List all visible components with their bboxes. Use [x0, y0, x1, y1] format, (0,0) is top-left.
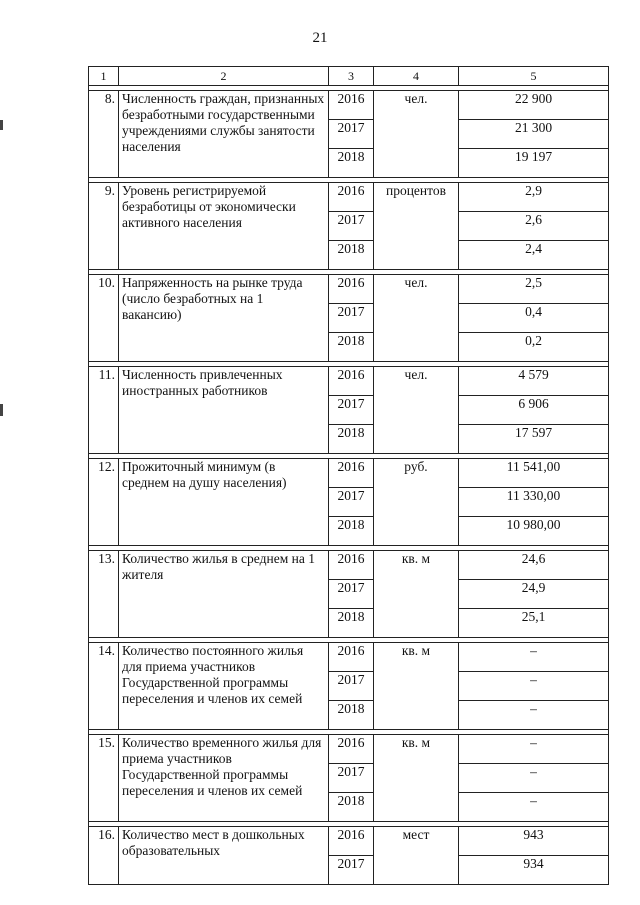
row-number: 14.	[89, 643, 119, 730]
indicator-name: Напряженность на рынке труда (число безработных на 1 вакансию)	[119, 275, 329, 362]
row-number: 8.	[89, 91, 119, 178]
value-cell: 2,4	[459, 241, 609, 270]
table-row	[89, 643, 609, 672]
year-cell: 2018	[329, 793, 374, 822]
year-cell: 2016	[329, 643, 374, 672]
indicator-name: Численность граждан, признанных безработными государственными учреждениями службы занятости населения	[119, 91, 329, 178]
year-cell: 2016	[329, 183, 374, 212]
unit-cell: чел.	[374, 275, 459, 362]
value-cell: 2,6	[459, 212, 609, 241]
year-cell: 2017	[329, 396, 374, 425]
value-cell: 0,4	[459, 304, 609, 333]
row-number: 11.	[89, 367, 119, 454]
indicator-name: Количество постоянного жилья для приема участников Государственной программы переселения и членов их семей	[119, 643, 329, 730]
value-cell: 17 597	[459, 425, 609, 454]
indicator-name: Численность привлеченных иностранных работников	[119, 367, 329, 454]
year-cell: 2016	[329, 459, 374, 488]
year-cell: 2016	[329, 735, 374, 764]
value-cell: 25,1	[459, 609, 609, 638]
year-cell: 2016	[329, 275, 374, 304]
year-cell: 2016	[329, 91, 374, 120]
unit-cell: чел.	[374, 367, 459, 454]
year-cell: 2017	[329, 580, 374, 609]
header-cell: 4	[374, 67, 459, 86]
table-row	[89, 551, 609, 580]
value-cell: 2,5	[459, 275, 609, 304]
unit-cell: кв. м	[374, 643, 459, 730]
value-cell: 934	[459, 856, 609, 885]
unit-cell: чел.	[374, 91, 459, 178]
header-row	[89, 67, 609, 86]
year-cell: 2018	[329, 241, 374, 270]
indicator-table-body	[89, 67, 609, 885]
value-cell: –	[459, 643, 609, 672]
year-cell: 2017	[329, 856, 374, 885]
header-cell: 5	[459, 67, 609, 86]
value-cell: 943	[459, 827, 609, 856]
row-number: 15.	[89, 735, 119, 822]
year-cell: 2018	[329, 701, 374, 730]
table-row	[89, 275, 609, 304]
table-row	[89, 91, 609, 120]
value-cell: –	[459, 793, 609, 822]
indicator-name: Количество мест в дошкольных образовательных	[119, 827, 329, 885]
year-cell: 2016	[329, 551, 374, 580]
year-cell: 2017	[329, 212, 374, 241]
year-cell: 2017	[329, 672, 374, 701]
table-row	[89, 827, 609, 856]
year-cell: 2016	[329, 367, 374, 396]
row-number: 10.	[89, 275, 119, 362]
unit-cell: мест	[374, 827, 459, 885]
value-cell: 21 300	[459, 120, 609, 149]
table-row	[89, 183, 609, 212]
value-cell: –	[459, 701, 609, 730]
indicator-name: Уровень регистрируемой безработицы от экономически активного населения	[119, 183, 329, 270]
value-cell: 6 906	[459, 396, 609, 425]
indicator-name: Количество временного жилья для приема участников Государственной программы переселения и членов их семей	[119, 735, 329, 822]
indicator-name: Прожиточный минимум (в среднем на душу населения)	[119, 459, 329, 546]
value-cell: 2,9	[459, 183, 609, 212]
value-cell: 4 579	[459, 367, 609, 396]
scan-mark	[0, 120, 3, 130]
year-cell: 2017	[329, 764, 374, 793]
year-cell: 2018	[329, 149, 374, 178]
row-number: 12.	[89, 459, 119, 546]
year-cell: 2018	[329, 425, 374, 454]
row-number: 13.	[89, 551, 119, 638]
indicator-table	[88, 66, 609, 885]
unit-cell: руб.	[374, 459, 459, 546]
year-cell: 2018	[329, 333, 374, 362]
value-cell: 22 900	[459, 91, 609, 120]
value-cell: 19 197	[459, 149, 609, 178]
value-cell: 10 980,00	[459, 517, 609, 546]
header-cell: 1	[89, 67, 119, 86]
indicator-name: Количество жилья в среднем на 1 жителя	[119, 551, 329, 638]
value-cell: 11 541,00	[459, 459, 609, 488]
header-cell: 3	[329, 67, 374, 86]
row-number: 9.	[89, 183, 119, 270]
value-cell: –	[459, 672, 609, 701]
table-row	[89, 735, 609, 764]
row-number: 16.	[89, 827, 119, 885]
scan-mark	[0, 404, 3, 416]
page-number: 21	[312, 30, 328, 46]
unit-cell: кв. м	[374, 735, 459, 822]
value-cell: 0,2	[459, 333, 609, 362]
value-cell: 24,6	[459, 551, 609, 580]
year-cell: 2018	[329, 517, 374, 546]
table-row	[89, 367, 609, 396]
value-cell: 11 330,00	[459, 488, 609, 517]
year-cell: 2017	[329, 120, 374, 149]
value-cell: 24,9	[459, 580, 609, 609]
unit-cell: кв. м	[374, 551, 459, 638]
year-cell: 2016	[329, 827, 374, 856]
year-cell: 2018	[329, 609, 374, 638]
value-cell: –	[459, 735, 609, 764]
year-cell: 2017	[329, 488, 374, 517]
unit-cell: процентов	[374, 183, 459, 270]
value-cell: –	[459, 764, 609, 793]
year-cell: 2017	[329, 304, 374, 333]
table-row	[89, 459, 609, 488]
header-cell: 2	[119, 67, 329, 86]
